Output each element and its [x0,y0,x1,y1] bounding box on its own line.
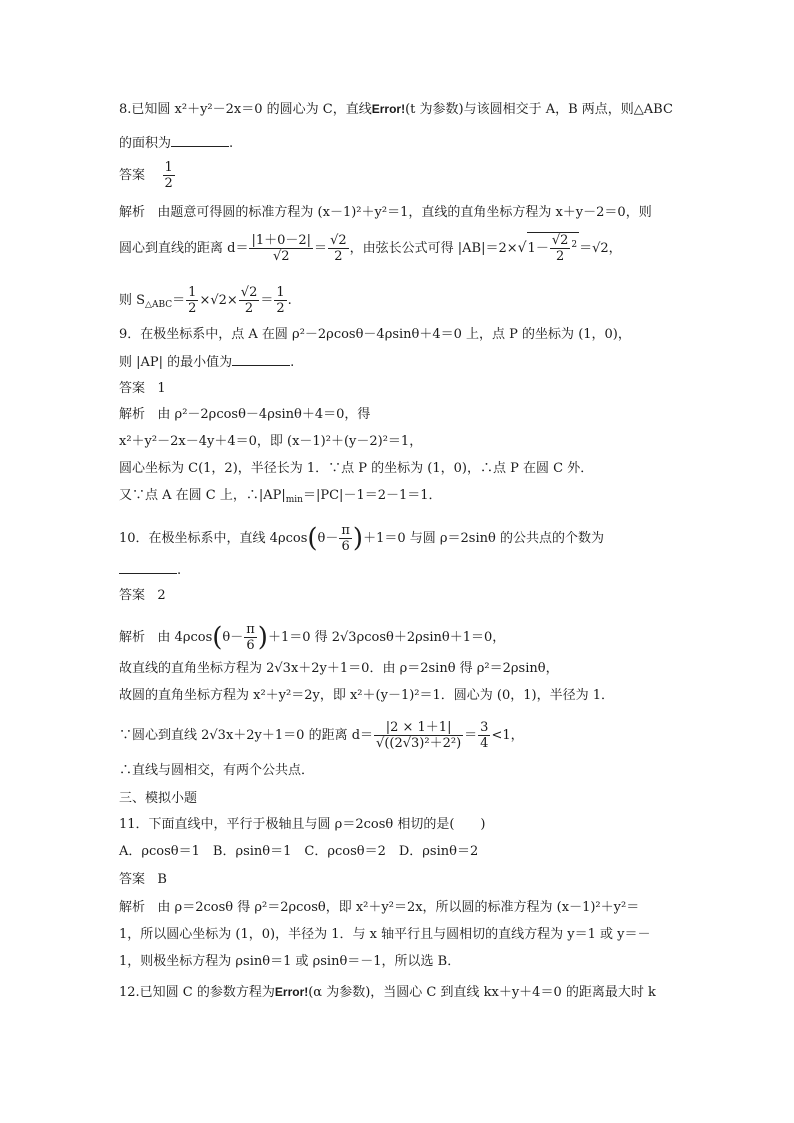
q10-answer: 答案 2 [119,588,166,603]
q11-answer: 答案 B [119,872,167,887]
distance-fraction: $\frac{|2 \times 1+1|}{\text{√((2√3)²＋2²)}}$ [376,720,462,751]
distance-fraction: $\frac{|1+0-2|}{√2}$ [251,233,312,264]
q9-analysis-line4: 又∵点 A 在圆 C 上，$\therefore|AP|_{min}=|PC|-1=2-1=1$． [119,488,442,505]
error-field: Error! [371,102,406,116]
q10-stem-line1: 10．在极坐标系中，直线 4ρcos(θ－ $\frac{\pi}{6}$ )＋1＝0 与圆 ρ＝2sinθ 的公共点的个数为 [119,523,604,554]
answer-blank [232,352,290,366]
q8-stem-line1: 8.已知圆 x²＋y²－2x＝0 的圆心为 C，直线Error!(t 为参数)与该圆相交于 A，B 两点，则△ABC [119,102,673,117]
q8-stem-line2: 的面积为 . [119,133,233,153]
q8-analysis-line1: 解析 由题意可得圆的标准方程为 (x－1)²＋y²＝1，直线的直角坐标方程为 x＋y－2＝0，则 [119,205,652,220]
q12-stem-line1: 12.已知圆 C 的参数方程为Error!(α 为参数)，当圆心 C 到直线 kx＋y＋4＝0 的距离最大时 k [119,985,656,1000]
q9-analysis-line1: 解析 由 ρ²－2ρcosθ－4ρsinθ＋4＝0，得 [119,407,371,422]
distance-result: $\frac{√2}{2}$ [330,233,347,264]
chord-radical: 1－ $\frac{√2}{2}$ $^2$ [527,233,578,264]
q10-analysis-line1: 解析 由 4ρcos(θ－ $\frac{\pi}{6}$ )＋1＝0 得 2√3ρcosθ＋2ρsinθ＋1＝0， [119,622,506,653]
q9-analysis-line2: x²＋y²－2x－4y＋4＝0，即 (x－1)²＋(y－2)²＝1， [119,434,423,449]
q11-options: A．ρcosθ＝1 B．ρsinθ＝1 C．ρcosθ＝2 D．ρsinθ＝2 [119,844,479,859]
q9-answer: 答案 1 [119,381,166,396]
answer-fraction: $\frac{1}{2}$ [164,160,173,191]
q11-analysis-line2: 1，所以圆心坐标为 (1，0)，半径为 1．与 x 轴平行且与圆相切的直线方程为 y＝1 或 y＝－ [119,927,651,942]
answer-blank [119,560,177,574]
q10-analysis-line4: ∵圆心到直线 2√3x＋2y＋1＝0 的距离 d＝ $\frac{|2 \times 1+1|}{\text{√((2√3)²＋2²)}}$ ＝ $\frac{3}{4}$ <1， [119,720,524,751]
q9-analysis-line3: 圆心坐标为 C(1，2)，半径长为 1．∵点 P 的坐标为 (1，0)，∴点 P 在圆 C 外． [119,461,594,476]
section-heading: 三、模拟小题 [119,791,198,806]
q10-analysis-line3: 故圆的直角坐标方程为 x²＋y²＝2y，即 x²＋(y－1)²＝1．圆心为 (0，1)，半径为 1． [119,688,614,703]
pi-over-six: $\frac{\pi}{6}$ [341,523,350,554]
q10-analysis-line2: 故直线的直角坐标方程为 2√3x＋2y＋1＝0．由 ρ＝2sinθ 得 ρ²＝2ρsinθ， [119,661,559,676]
q11-analysis-line3: 1，则极坐标方程为 ρsinθ＝1 或 ρsinθ＝－1，所以选 B． [119,954,461,969]
q9-stem-line1: 9．在极坐标系中，点 A 在圆 ρ²－2ρcosθ－4ρsinθ＋4＝0 上，点 P 的坐标为 (1，0)， [119,327,631,342]
q8-analysis-line2: 圆心到直线的距离 d＝ $\frac{|1+0-2|}{√2}$ ＝ $\frac{√2}{2}$ ，由弦长公式可得 |AB|＝2×√1－ $\frac{√2}{2}$ $^2$ ＝√2， [119,233,622,264]
q11-analysis-line1: 解析 由 ρ＝2cosθ 得 ρ²＝2ρcosθ，即 x²＋y²＝2x，所以圆的标准方程为 (x－1)²＋y²＝ [119,900,640,915]
q9-stem-line2: 则 |AP| 的最小值为 . [119,352,294,372]
q10-stem-line2: . [119,560,181,580]
q8-answer: 答案 $\frac{1}{2}$ [119,160,173,191]
error-field: Error! [274,985,309,999]
q8-area-line: 则 $S_{\triangle ABC}=$ $\frac{1}{2}$ ×√2× $\frac{√2}{2}$ ＝ $\frac{1}{2}$ . [119,285,292,316]
q11-stem: 11．下面直线中，平行于极轴且与圆 ρ＝2cosθ 相切的是( ) [119,817,486,832]
q10-analysis-line5: ∴直线与圆相交，有两个公共点． [119,763,315,778]
answer-blank [171,133,229,147]
